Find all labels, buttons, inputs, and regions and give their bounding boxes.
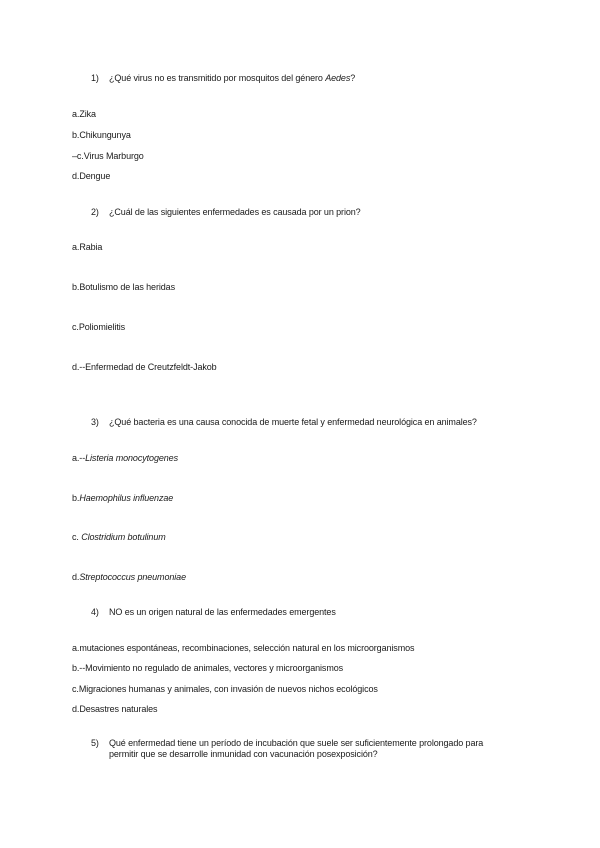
question-4 [91,607,336,618]
option-2b: b.Botulismo de las heridas [72,282,175,292]
question-3 [91,417,477,428]
question-text: NO es un origen natural de las enfermedades emergentes [109,607,336,617]
option-3c: c. Clostridium botulinum [72,532,166,542]
option-1d: d.Dengue [72,171,111,181]
option-2c: c.Poliomielitis [72,322,126,332]
option-3d: d.Streptococcus pneumoniae [72,572,186,582]
option-4b: b.--Movimiento no regulado de animales, vectores y microorganismos [72,663,344,673]
option-3b: b.Haemophilus influenzae [72,493,174,503]
question-text: ¿Qué bacteria es una causa conocida de muerte fetal y enfermedad neurológica en animales? [109,417,477,427]
question-2 [91,207,361,218]
question-number: 3) [91,417,99,427]
option-2a: a.Rabia [72,242,103,252]
option-4c: c.Migraciones humanas y animales, con invasión de nuevos nichos ecológicos [72,684,378,694]
question-text-italic: Aedes [325,73,351,83]
option-4a: a.mutaciones espontáneas, recombinaciones, selección natural en los microorganismos [72,643,415,653]
question-number: 4) [91,607,99,617]
question-1: 1) ¿Qué virus no es transmitido por mosquitos del género Aedes? [91,73,356,83]
option-3a: a.--Listeria monocytogenes [72,453,178,463]
question-text: ¿Qué virus no es transmitido por mosquitos del género [109,73,326,83]
question-number: 2) [91,207,99,217]
option-1a: a.Zika [72,109,96,119]
question-text: Qué enfermedad tiene un período de incubación que suele ser suficientemente prolongado para permitir que se desarrolle inmunidad con vacunación posexposición? [109,738,484,759]
option-4d: d.Desastres naturales [72,704,158,714]
question-5 [91,738,509,760]
option-2d: d.--Enfermedad de Creutzfeldt-Jakob [72,362,217,372]
question-number: 1) [91,73,99,83]
option-1c: –c.Virus Marburgo [72,151,144,161]
option-1b: b.Chikungunya [72,130,131,140]
question-text: ¿Cuál de las siguientes enfermedades es causada por un prion? [109,207,361,217]
question-number: 5) [91,738,99,748]
